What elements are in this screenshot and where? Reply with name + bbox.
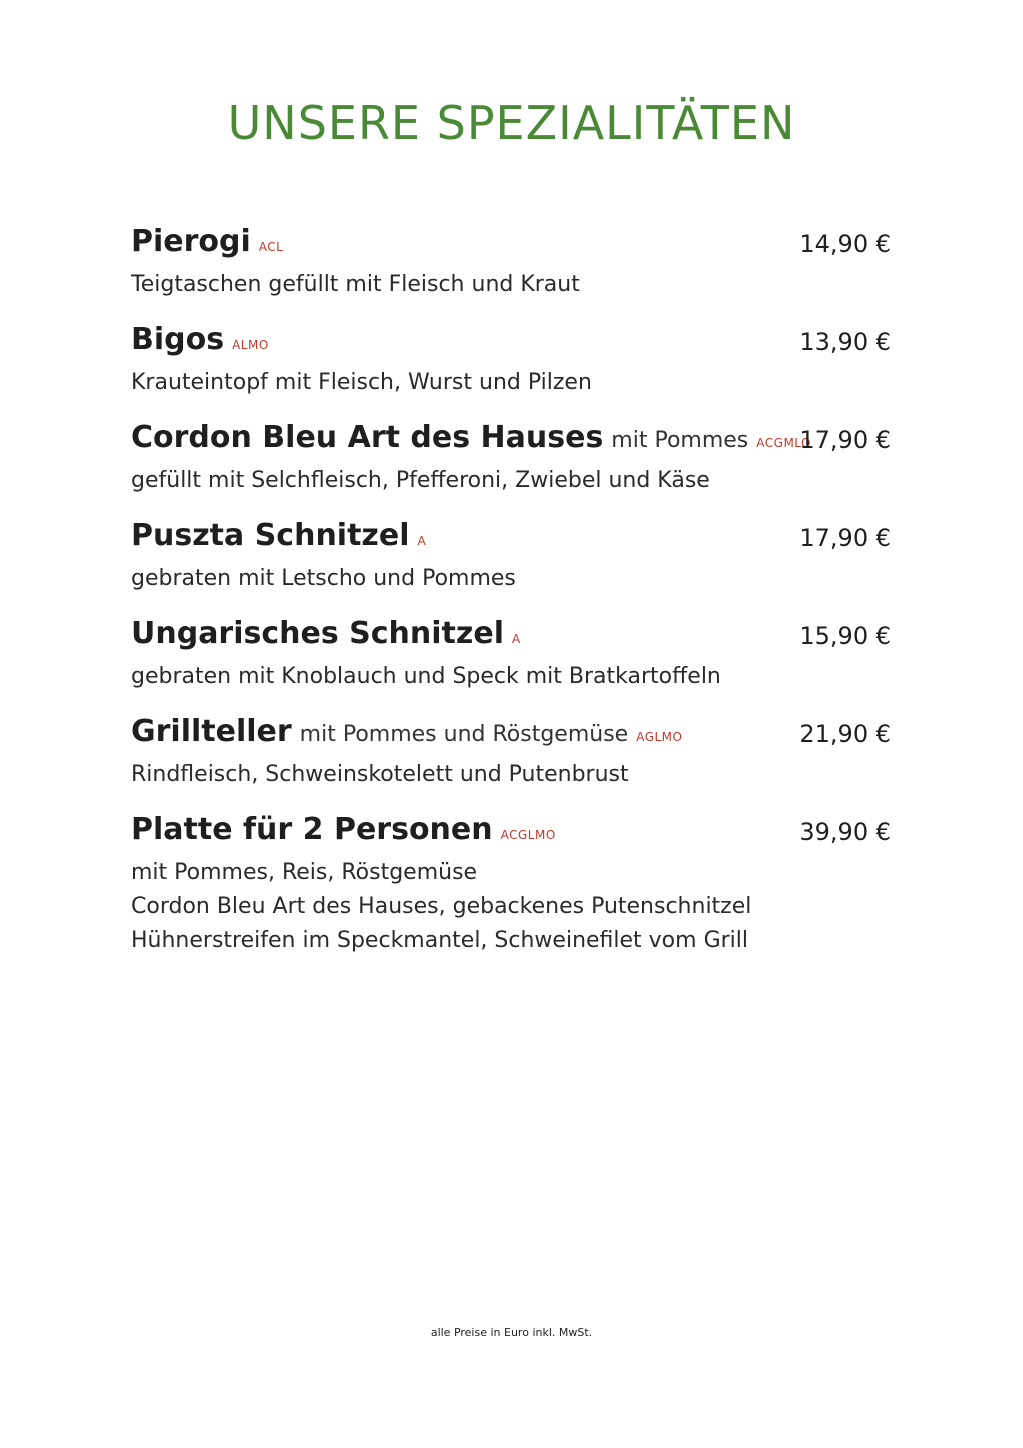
allergen-codes: ACL — [258, 240, 284, 254]
menu-item-grillteller — [131, 714, 891, 792]
dish-price: 17,90 € — [799, 426, 891, 454]
menu-item-puszta-schnitzel — [131, 518, 891, 596]
menu-list — [131, 224, 891, 978]
dish-side: mit Pommes — [611, 428, 749, 453]
dish-name: Grillteller — [131, 714, 292, 749]
allergen-codes: ACGMLO — [756, 436, 811, 450]
dish-name: Bigos — [131, 322, 225, 357]
dish-description: mit Pommes, Reis, Röstgemüse — [131, 860, 478, 885]
dish-description: gebraten mit Knoblauch und Speck mit Bratkartoffeln — [131, 664, 721, 689]
menu-item-header — [131, 420, 891, 464]
allergen-codes: AGLMO — [636, 730, 683, 744]
dish-name: Cordon Bleu Art des Hauses — [131, 420, 604, 455]
dish-price: 14,90 € — [799, 230, 891, 258]
allergen-codes: ALMO — [232, 338, 269, 352]
menu-item-pierogi — [131, 224, 891, 302]
allergen-codes: A — [511, 632, 521, 646]
menu-item-header — [131, 518, 891, 562]
dish-name: Puszta Schnitzel — [131, 518, 410, 553]
dish-side: mit Pommes und Röstgemüse — [299, 722, 629, 747]
price-note-footer: alle Preise in Euro inkl. MwSt. — [430, 1326, 593, 1339]
menu-item-platte-2-personen — [131, 812, 891, 958]
allergen-codes: ACGLMO — [500, 828, 556, 842]
menu-item-header — [131, 812, 891, 856]
dish-price: 39,90 € — [799, 818, 891, 846]
dish-description: Krauteintopf mit Fleisch, Wurst und Pilzen — [131, 370, 592, 395]
dish-price: 13,90 € — [799, 328, 891, 356]
dish-name: Ungarisches Schnitzel — [131, 616, 504, 651]
menu-item-header — [131, 224, 891, 268]
dish-price: 15,90 € — [799, 622, 891, 650]
menu-item-header — [131, 322, 891, 366]
menu-item-bigos — [131, 322, 891, 400]
menu-item-header — [131, 714, 891, 758]
dish-description: gefüllt mit Selchfleisch, Pfefferoni, Zwiebel und Käse — [131, 468, 710, 493]
dish-description: Teigtaschen gefüllt mit Fleisch und Kraut — [131, 272, 580, 297]
menu-item-ungarisches-schnitzel — [131, 616, 891, 694]
dish-price: 17,90 € — [799, 524, 891, 552]
dish-price: 21,90 € — [799, 720, 891, 748]
dish-description: Hühnerstreifen im Speckmantel, Schweinefilet vom Grill — [131, 928, 748, 953]
dish-description: gebraten mit Letscho und Pommes — [131, 566, 516, 591]
allergen-codes: A — [417, 534, 427, 548]
page-title: UNSERE SPEZIALITÄTEN — [227, 96, 796, 150]
dish-name: Platte für 2 Personen — [131, 812, 493, 847]
dish-description: Cordon Bleu Art des Hauses, gebackenes Putenschnitzel — [131, 894, 752, 919]
dish-description: Rindfleisch, Schweinskotelett und Putenbrust — [131, 762, 629, 787]
menu-item-cordon-bleu — [131, 420, 891, 498]
dish-name: Pierogi — [131, 224, 251, 259]
menu-item-header — [131, 616, 891, 660]
